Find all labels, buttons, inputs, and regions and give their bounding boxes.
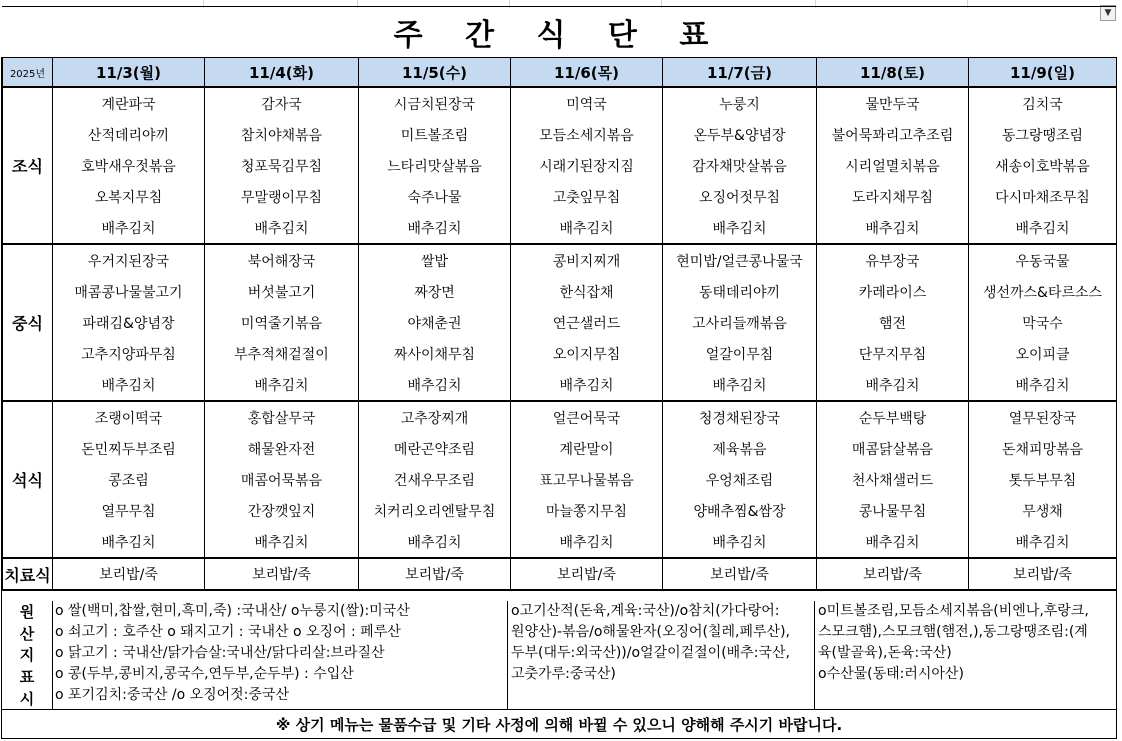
menu-item: 천사채샐러드	[817, 464, 969, 495]
menu-item: 고추장찌개	[359, 401, 511, 433]
menu-item: 단무지무침	[817, 338, 969, 369]
menu-item: 콩비지찌개	[511, 244, 663, 276]
therapy-item: 보리밥/죽	[969, 558, 1117, 590]
menu-item: 배추김치	[969, 526, 1117, 558]
menu-item: 모듬소세지볶음	[511, 119, 663, 150]
menu-item: 배추김치	[663, 369, 817, 401]
menu-item: 배추김치	[53, 369, 205, 401]
origin-label	[2, 601, 53, 709]
menu-item: 우동국물	[969, 244, 1117, 276]
meal-row	[3, 87, 1117, 119]
meal-label: 조식	[3, 87, 53, 244]
meal-row	[3, 307, 1117, 338]
menu-item: 오이지무침	[511, 338, 663, 369]
menu-item: 파래김&양념장	[53, 307, 205, 338]
menu-item: 호박새우젓볶음	[53, 150, 205, 181]
meal-row	[3, 212, 1117, 244]
meal-row	[3, 526, 1117, 558]
menu-item: 조랭이떡국	[53, 401, 205, 433]
menu-item: 배추김치	[511, 526, 663, 558]
origin-label-char: 지	[19, 646, 35, 665]
menu-item: 배추김치	[53, 212, 205, 244]
menu-item: 표고무나물볶음	[511, 464, 663, 495]
menu-item: 동태데리야끼	[663, 276, 817, 307]
menu-item: 새송이호박볶음	[969, 150, 1117, 181]
menu-item: 건새우무조림	[359, 464, 511, 495]
menu-item: 양배추찜&쌈장	[663, 495, 817, 526]
menu-item: 매콤닭살볶음	[817, 433, 969, 464]
menu-item: 매콤어묵볶음	[205, 464, 359, 495]
menu-item: 유부장국	[817, 244, 969, 276]
menu-item: 야채춘권	[359, 307, 511, 338]
menu-item: 배추김치	[511, 369, 663, 401]
menu-item: 물만두국	[817, 87, 969, 119]
menu-item: 배추김치	[359, 526, 511, 558]
menu-item: 연근샐러드	[511, 307, 663, 338]
menu-item: 배추김치	[817, 526, 969, 558]
menu-item: 고춧잎무침	[511, 181, 663, 212]
menu-item: 시래기된장지짐	[511, 150, 663, 181]
menu-item: 고사리들깨볶음	[663, 307, 817, 338]
meal-row	[3, 244, 1117, 276]
menu-item: 쌀밥	[359, 244, 511, 276]
menu-item: 미트볼조림	[359, 119, 511, 150]
menu-item: 카레라이스	[817, 276, 969, 307]
menu-item: 한식잡채	[511, 276, 663, 307]
menu-item: 참치야채볶음	[205, 119, 359, 150]
origin-column-1	[52, 601, 508, 709]
notice-text: ※ 상기 메뉴는 물품수급 및 기타 사정에 의해 바뀔 수 있으니 양해해 주시기 바랍니다.	[2, 710, 1116, 739]
menu-item: 배추김치	[359, 369, 511, 401]
chevron-down-icon[interactable]: ▼	[1100, 5, 1116, 21]
menu-item: 치커리오리엔탈무침	[359, 495, 511, 526]
origin-line: 고춧가루:중국산)	[511, 666, 616, 682]
origin-line: 두부(대두:외국산))/o얼갈이겉절이(배추:국산,	[511, 645, 790, 661]
menu-item: 오이피클	[969, 338, 1117, 369]
menu-item: 오징어젓무침	[663, 181, 817, 212]
menu-item: 배추김치	[205, 212, 359, 244]
menu-item: 얼큰어묵국	[511, 401, 663, 433]
origin-line: o 쇠고기 : 호주산 o 돼지고기 : 국내산 o 오징어 : 페루산	[55, 624, 401, 640]
origin-line: o 쌀(백미,찹쌀,현미,흑미,죽) :국내산/ o누룽지(쌀):미국산	[55, 603, 410, 619]
menu-item: 얼갈이무침	[663, 338, 817, 369]
menu-item: 햄전	[817, 307, 969, 338]
menu-item: 배추김치	[205, 369, 359, 401]
menu-item: 감자국	[205, 87, 359, 119]
origin-line: o수산물(동태:러시아산)	[818, 666, 964, 682]
meal-row	[3, 119, 1117, 150]
menu-item: 동그랑땡조림	[969, 119, 1117, 150]
day-header: 11/3(월)	[53, 58, 205, 88]
meal-row	[3, 433, 1117, 464]
menu-item: 미역줄기볶음	[205, 307, 359, 338]
menu-item: 고추지양파무침	[53, 338, 205, 369]
menu-item: 순두부백탕	[817, 401, 969, 433]
meal-label: 석식	[3, 401, 53, 558]
menu-item: 시리얼멸치볶음	[817, 150, 969, 181]
menu-item: 막국수	[969, 307, 1117, 338]
menu-item: 돈채피망볶음	[969, 433, 1117, 464]
origin-label-char: 표	[19, 668, 35, 687]
menu-item: 열무된장국	[969, 401, 1117, 433]
menu-item: 숙주나물	[359, 181, 511, 212]
origin-line: o고기산적(돈육,계육:국산)/o참치(가다랑어:	[511, 603, 780, 619]
menu-item: 감자채맛살볶음	[663, 150, 817, 181]
menu-item: 산적데리야끼	[53, 119, 205, 150]
origin-section	[2, 601, 1116, 710]
meal-label: 중식	[3, 244, 53, 401]
menu-item: 무생채	[969, 495, 1117, 526]
menu-item: 누룽지	[663, 87, 817, 119]
menu-item: 계란파국	[53, 87, 205, 119]
meal-row	[3, 464, 1117, 495]
therapy-item: 보리밥/죽	[663, 558, 817, 590]
menu-item: 우엉채조림	[663, 464, 817, 495]
menu-item: 도라지채무침	[817, 181, 969, 212]
day-header: 11/7(금)	[663, 58, 817, 88]
menu-item: 불어묵꽈리고추조림	[817, 119, 969, 150]
menu-item: 버섯불고기	[205, 276, 359, 307]
menu-item: 현미밥/얼큰콩나물국	[663, 244, 817, 276]
origin-line: o 닭고기 : 국내산/닭가슴살:국내산/닭다리살:브라질산	[55, 645, 385, 661]
menu-item: 배추김치	[969, 212, 1117, 244]
origin-line: o미트볼조림,모듬소세지볶음(비엔나,후랑크,	[818, 603, 1089, 619]
menu-item: 배추김치	[359, 212, 511, 244]
meal-row	[3, 181, 1117, 212]
menu-item: 마늘쫑지무침	[511, 495, 663, 526]
menu-item: 다시마채조무침	[969, 181, 1117, 212]
menu-item: 무말랭이무침	[205, 181, 359, 212]
origin-line: o 포기김치:중국산 /o 오징어젓:중국산	[55, 687, 289, 703]
header-row	[3, 58, 1117, 88]
year-cell: 2025년	[3, 58, 53, 88]
day-header: 11/9(일)	[969, 58, 1117, 88]
meal-row	[3, 401, 1117, 433]
menu-item: 계란말이	[511, 433, 663, 464]
therapy-item: 보리밥/죽	[511, 558, 663, 590]
menu-item: 제육볶음	[663, 433, 817, 464]
menu-item: 돈민찌두부조림	[53, 433, 205, 464]
menu-item: 청포묵김무침	[205, 150, 359, 181]
origin-label-char: 산	[19, 624, 35, 643]
origin-line: 스모크햄),스모크햄(햄전,),동그랑땡조림:(계	[818, 624, 1088, 640]
origin-column-3	[815, 601, 1116, 709]
menu-item: 열무무침	[53, 495, 205, 526]
menu-item: 오복지무침	[53, 181, 205, 212]
menu-item: 온두부&양념장	[663, 119, 817, 150]
menu-item: 배추김치	[663, 526, 817, 558]
menu-item: 배추김치	[663, 212, 817, 244]
day-header: 11/8(토)	[817, 58, 969, 88]
menu-item: 김치국	[969, 87, 1117, 119]
menu-item: 콩조림	[53, 464, 205, 495]
origin-column-2	[508, 601, 815, 709]
menu-item: 우거지된장국	[53, 244, 205, 276]
menu-item: 톳두부무침	[969, 464, 1117, 495]
meal-row	[3, 495, 1117, 526]
therapy-item: 보리밥/죽	[817, 558, 969, 590]
therapy-item: 보리밥/죽	[205, 558, 359, 590]
menu-item: 미역국	[511, 87, 663, 119]
menu-item: 생선까스&타르소스	[969, 276, 1117, 307]
menu-item: 배추김치	[511, 212, 663, 244]
day-header: 11/5(수)	[359, 58, 511, 88]
menu-item: 배추김치	[969, 369, 1117, 401]
origin-line: o 콩(두부,콩비지,콩국수,연두부,순두부) : 수입산	[55, 666, 354, 682]
menu-item: 홍합살무국	[205, 401, 359, 433]
weekly-menu-table	[2, 57, 1117, 591]
meal-row	[3, 369, 1117, 401]
menu-item: 짜장면	[359, 276, 511, 307]
menu-item: 콩나물무침	[817, 495, 969, 526]
therapy-row	[3, 558, 1117, 590]
menu-item: 북어해장국	[205, 244, 359, 276]
menu-item: 느타리맛살볶음	[359, 150, 511, 181]
therapy-item: 보리밥/죽	[359, 558, 511, 590]
menu-item: 간장깻잎지	[205, 495, 359, 526]
menu-item: 매콤콩나물불고기	[53, 276, 205, 307]
origin-label-char: 원	[19, 603, 35, 622]
day-header: 11/4(화)	[205, 58, 359, 88]
meal-row	[3, 150, 1117, 181]
origin-label-char: 시	[19, 689, 35, 708]
menu-item: 부추적채겉절이	[205, 338, 359, 369]
meal-row	[3, 276, 1117, 307]
menu-item: 배추김치	[53, 526, 205, 558]
origin-line: 육(발골육),돈육:국산)	[818, 645, 952, 661]
therapy-item: 보리밥/죽	[53, 558, 205, 590]
meal-row	[3, 338, 1117, 369]
menu-item: 배추김치	[817, 369, 969, 401]
day-header: 11/6(목)	[511, 58, 663, 88]
menu-item: 메란곤약조림	[359, 433, 511, 464]
page-title: 주 간 식 단 표	[2, 6, 1116, 59]
menu-item: 짜사이채무침	[359, 338, 511, 369]
origin-line: 원양산)-볶음/o해물완자(오징어(칠레,페루산),	[511, 624, 790, 640]
menu-item: 배추김치	[817, 212, 969, 244]
menu-item: 배추김치	[205, 526, 359, 558]
therapy-label: 치료식	[3, 558, 53, 590]
menu-item: 청경채된장국	[663, 401, 817, 433]
menu-item: 시금치된장국	[359, 87, 511, 119]
menu-item: 해물완자전	[205, 433, 359, 464]
